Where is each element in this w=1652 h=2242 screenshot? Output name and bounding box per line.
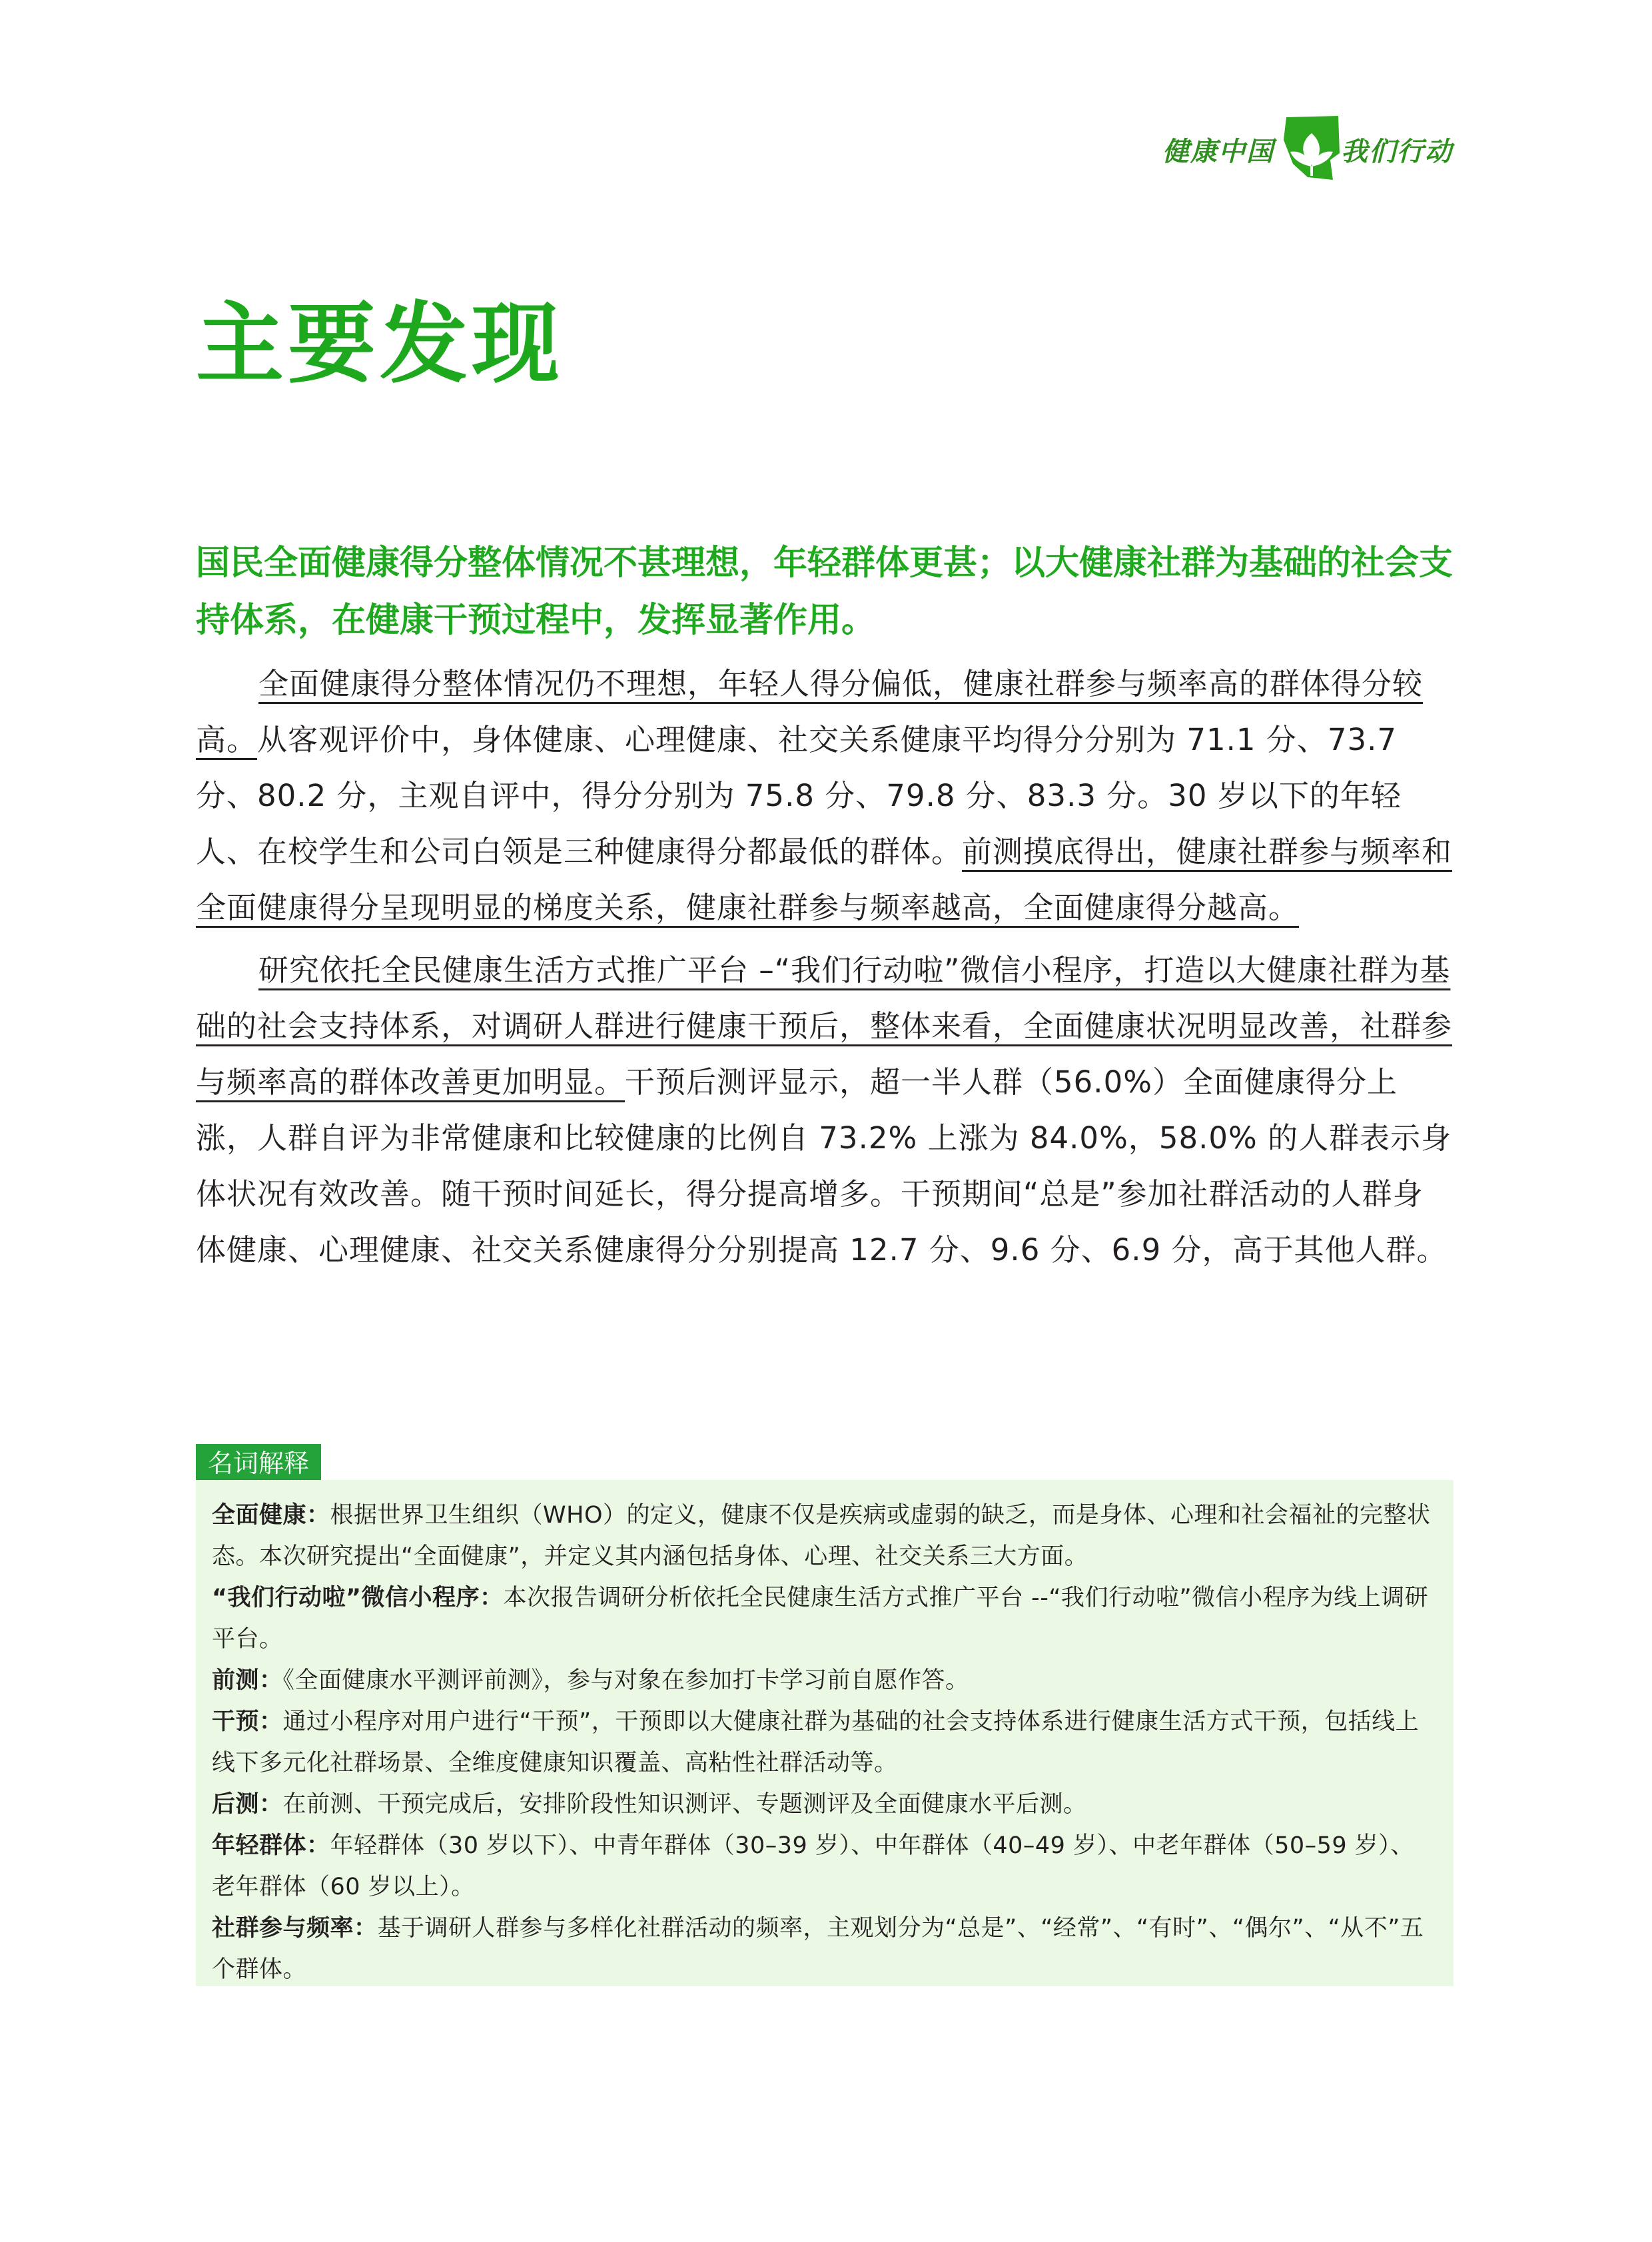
glossary-term: 社群参与频率： [212,1915,378,1942]
logo-text-left: 健康中国 [1162,137,1274,167]
glossary-term: 后测： [212,1791,283,1818]
headline: 国民全面健康得分整体情况不甚理想，年轻群体更甚；以大健康社群为基础的社会支持体系，在健康干预过程中，发挥显著作用。 [196,544,1453,640]
glossary-box [196,1480,1453,1986]
logo-text-right: 我们行动 [1341,137,1453,167]
glossary-definition: 基于调研人群参与多样化社群活动的频率，主观划分为“总是”、“经常”、“有时”、“偶尔”、“从不”五个群体。 [212,1915,1424,1983]
glossary-entry [212,1660,1434,1701]
glossary-entry [212,1701,1434,1784]
leaf-emblem-icon [1281,113,1342,183]
page-title: 主要发现 [196,293,564,396]
body-paragraph-1 [196,656,1453,936]
glossary-definition: 根据世界卫生组织（WHO）的定义，健康不仅是疾病或虚弱的缺乏，而是身体、心理和社会福祉的完整状态。本次研究提出“全面健康”，并定义其内涵包括身体、心理、社交关系三大方面。 [212,1502,1431,1570]
glossary-definition: 《全面健康水平测评前测》，参与对象在参加打卡学习前自愿作答。 [282,1667,969,1694]
header-logo [1162,113,1455,187]
glossary-label: 名词解释 [196,1444,321,1483]
glossary-entry [212,1577,1434,1660]
glossary-definition: 本次报告调研分析依托全民健康生活方式推广平台 --“我们行动啦”微信小程序为线上调研平台。 [212,1585,1429,1653]
underlined-finding: 全面健康得分整体情况仍不理想，年轻人得分偏低，健康社群参与频率高的群体得分较高。 [196,666,1424,757]
glossary-entry [212,1825,1434,1908]
body-paragraph-2 [196,942,1453,1278]
glossary-entry [212,1784,1434,1825]
glossary-term: 全面健康： [212,1502,330,1529]
paragraph-text: 从客观评价中，身体健康、心理健康、社交关系健康平均得分分别为 71.1 分、73.7 分、80.2 分，主观自评中，得分分别为 75.8 分、79.8 分、83.3 分。30 岁以下的年轻人、在校学生和公司白领是三种健康得分都最低的群体。 [196,722,1402,869]
glossary-entry [212,1495,1434,1577]
underlined-finding: 研究依托全民健康生活方式推广平台 –“我们行动啦”微信小程序，打造以大健康社群为基础的社会支持体系，对调研人群进行健康干预后，整体来看，全面健康状况明显改善，社群参与频率高的群体改善更加明显。 [196,952,1453,1100]
glossary-definition: 在前测、干预完成后，安排阶段性知识测评、专题测评及全面健康水平后测。 [282,1791,1087,1818]
underlined-finding: 前测摸底得出，健康社群参与频率和全面健康得分呈现明显的梯度关系，健康社群参与频率越高，全面健康得分越高。 [196,834,1453,925]
glossary-term: 干预： [212,1708,283,1735]
glossary-entry [212,1908,1434,1990]
glossary-term: 年轻群体： [212,1832,330,1859]
glossary-term: “我们行动啦”微信小程序： [212,1585,504,1611]
paragraph-text: 干预后测评显示，超一半人群（56.0%）全面健康得分上涨，人群自评为非常健康和比较健康的比例自 73.2% 上涨为 84.0%，58.0% 的人群表示身体状况有效改善。随干预时间延长，得分提高增多。干预期间“总是”参加社群活动的人群身体健康、心理健康、社交关系健康得分分别提高 12.7 分、9.6 分、6.9 分，高于其他人群。 [196,1064,1452,1268]
glossary-term: 前测： [212,1667,283,1694]
glossary-definition: 年轻群体（30 岁以下）、中青年群体（30–39 岁）、中年群体（40–49 岁）、中老年群体（50–59 岁）、老年群体（60 岁以上）。 [212,1832,1414,1900]
glossary-definition: 通过小程序对用户进行“干预”，干预即以大健康社群为基础的社会支持体系进行健康生活方式干预，包括线上线下多元化社群场景、全维度健康知识覆盖、高粘性社群活动等。 [212,1708,1420,1776]
